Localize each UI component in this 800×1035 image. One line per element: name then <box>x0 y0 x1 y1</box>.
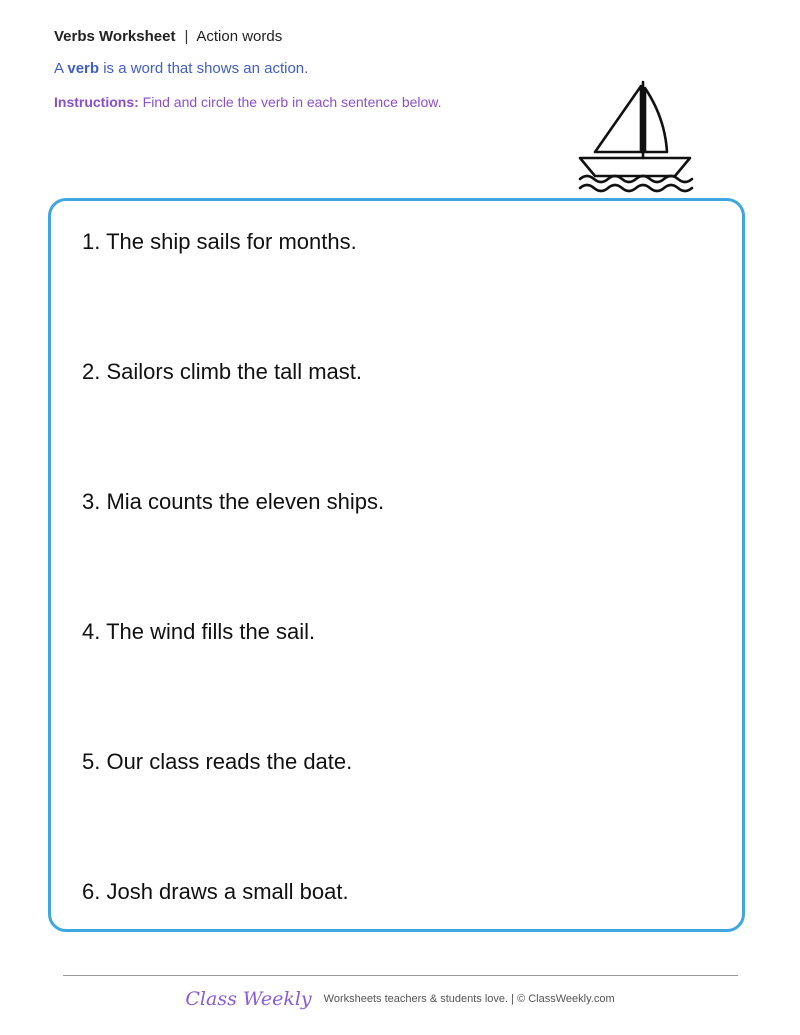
verb-definition <box>54 60 308 77</box>
instructions <box>54 94 442 110</box>
brand-logo: Class Weekly <box>185 988 312 1010</box>
definition-prefix: A <box>54 60 68 77</box>
worksheet-title: Verbs Worksheet <box>54 28 176 45</box>
definition-term: verb <box>67 60 100 77</box>
sentence-2: 2. Sailors climb the tall mast. <box>82 359 362 384</box>
sailboat-icon <box>575 78 695 196</box>
sentence-6: 6. Josh draws a small boat. <box>82 879 349 904</box>
definition-suffix: is a word that shows an action. <box>99 60 309 77</box>
footer <box>0 988 800 1010</box>
sentence-4: 4. The wind fills the sail. <box>82 619 316 644</box>
sentence-box <box>48 198 745 932</box>
worksheet-header <box>54 28 282 45</box>
instructions-label: Instructions: <box>54 94 139 110</box>
sentence-3: 3. Mia counts the eleven ships. <box>82 489 385 514</box>
header-separator: | <box>184 28 189 45</box>
instructions-text: Find and circle the verb in each sentence below. <box>138 94 442 110</box>
sentence-5: 5. Our class reads the date. <box>82 749 353 774</box>
worksheet-subtitle: Action words <box>196 28 283 45</box>
footer-tagline: Worksheets teachers & students love. | © ClassWeekly.com <box>323 993 615 1005</box>
footer-divider <box>63 975 738 976</box>
sentence-1: 1. The ship sails for months. <box>82 229 357 254</box>
